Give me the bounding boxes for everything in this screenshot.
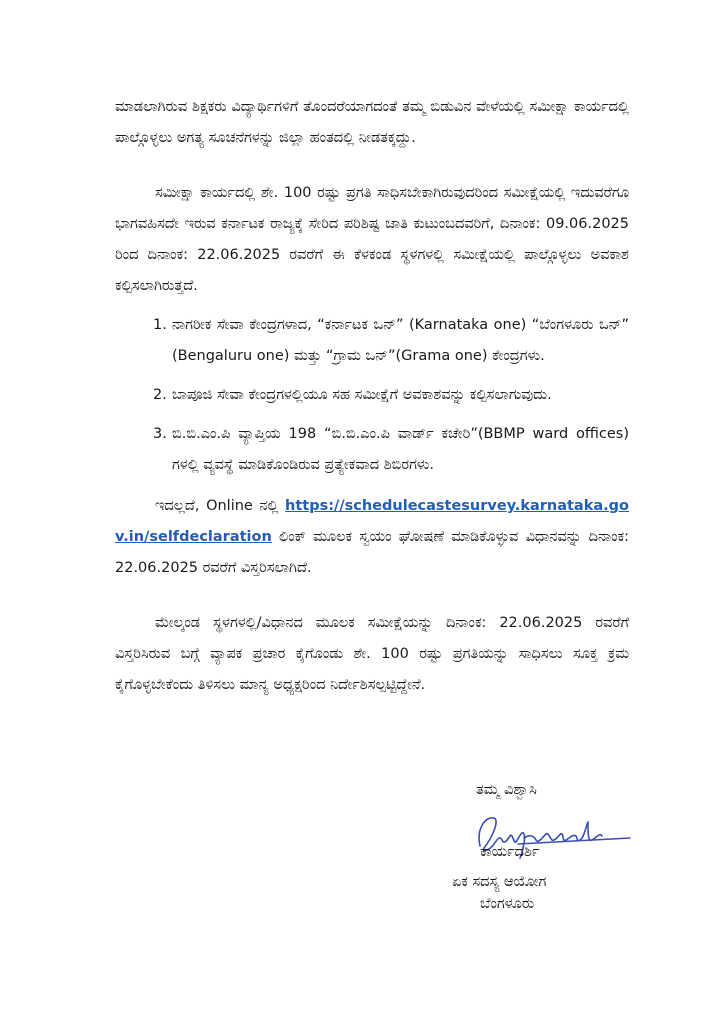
paragraph-online [115,491,629,584]
list-text: ನಾಗರೀಕ ಸೇವಾ ಕೇಂದ್ರಗಳಾದ, “ಕರ್ನಾಟಕ ಒನ್” (Karnataka one) “ಬೆಂಗಳೂರು ಒನ್” (Bengaluru one) ಮತ್ತು “ಗ್ರಾಮ ಒನ್”(Grama one) ಕೇಂದ್ರಗಳು. [172,317,629,364]
designation: ಕಾರ್ಯದರ್ಶಿ [480,844,540,860]
list-item [115,310,629,372]
locations-list [115,310,629,481]
list-item [115,380,629,411]
list-number: 3. [153,426,167,442]
paragraph-continuation: ಮಾಡಲಾಗಿರುವ ಶಿಕ್ಷಕರು ವಿದ್ಯಾರ್ಥಿಗಳಿಗೆ ತೊಂದರೆಯಾಗದಂತೆ ತಮ್ಮ ಬಿಡುವಿನ ವೇಳೆಯಲ್ಲಿ ಸಮೀಕ್ಷಾ ಕಾರ್ಯದಲ್ಲಿ ಪಾಲ್ಗೊಳ್ಳಲು ಅಗತ್ಯ ಸೂಚನೆಗಳನ್ನು ಜಿಲ್ಲಾ ಹಂತದಲ್ಲಿ ನೀಡತಕ್ಕದ್ದು. [115,99,629,146]
list-text: ಬಾಪೂಜಿ ಸೇವಾ ಕೇಂದ್ರಗಳಲ್ಲಿಯೂ ಸಹ ಸಮೀಕ್ಷೆಗೆ ಅವಕಾಶವನ್ನು ಕಲ್ಪಿಸಲಾಗುವುದು. [172,387,552,403]
list-text: ಬಿ.ಬಿ.ಎಂ.ಪಿ ವ್ಯಾಪ್ತಿಯ 198 “ಬಿ.ಬಿ.ಎಂ.ಪಿ ವಾರ್ಡ್ ಕಚೇರಿ”(BBMP ward offices) ಗಳಲ್ಲಿ ವ್ಯವಸ್ಥೆ ಮಾಡಿಕೊಂಡಿರುವ ಪ್ರತ್ಯೇಕವಾದ ಶಿಬಿರಗಳು. [172,426,629,473]
place-name: ಬೆಂಗಳೂರು [480,896,535,912]
list-number: 1. [153,317,167,333]
paragraph-survey-extension: ಸಮೀಕ್ಷಾ ಕಾರ್ಯದಲ್ಲಿ ಶೇ. 100 ರಷ್ಟು ಪ್ರಗತಿ ಸಾಧಿಸಬೇಕಾಗಿರುವುದರಿಂದ ಸಮೀಕ್ಷೆಯಲ್ಲಿ ಇದುವರೆಗೂ ಭಾಗವಹಿಸದೇ ಇರುವ ಕರ್ನಾಟಕ ರಾಜ್ಯಕ್ಕೆ ಸೇರಿದ ಪರಿಶಿಷ್ಟ ಜಾತಿ ಕುಟುಂಬದವರಿಗೆ, ದಿನಾಂಕ: 09.06.2025 ರಿಂದ ದಿನಾಂಕ: 22.06.2025 ರವರೆಗೆ ಈ ಕೆಳಕಂಡ ಸ್ಥಳಗಳಲ್ಲಿ ಸಮೀಕ್ಷೆಯಲ್ಲಿ ಪಾಲ್ಗೊಳ್ಳಲು ಅವಕಾಶ ಕಲ್ಪಿಸಲಾಗಿರುತ್ತದೆ. [115,185,629,294]
closing-salutation: ತಮ್ಮ ವಿಶ್ವಾಸಿ [476,782,537,798]
online-text-after: ಲಿಂಕ್ ಮೂಲಕ ಸ್ವಯಂ ಘೋಷಣೆ ಮಾಡಿಕೊಳ್ಳುವ ವಿಧಾನವನ್ನು ದಿನಾಂಕ: 22.06.2025 ರವರೆಗೆ ವಿಸ್ತರಿಸಲಾಗಿದೆ. [115,529,629,576]
list-number: 2. [153,387,167,403]
online-text-before: ಇದಲ್ಲದೆ, Online ನಲ್ಲಿ [155,498,286,514]
letter-body [115,92,629,725]
organization-name: ಏಕ ಸದಸ್ಯ ಆಯೋಗ [452,874,547,890]
paragraph-closing: ಮೇಲ್ಕಂಡ ಸ್ಥಳಗಳಲ್ಲಿ/ವಿಧಾನದ ಮೂಲಕ ಸಮೀಕ್ಷೆಯನ್ನು ದಿನಾಂಕ: 22.06.2025 ರವರೆಗೆ ವಿಸ್ತರಿಸಿರುವ ಬಗ್ಗೆ ವ್ಯಾಪಕ ಪ್ರಚಾರ ಕೈಗೊಂಡು ಶೇ. 100 ರಷ್ಟು ಪ್ರಗತಿಯನ್ನು ಸಾಧಿಸಲು ಸೂಕ್ತ ಕ್ರಮ ಕೈಗೊಳ್ಳಬೇಕೆಂದು ತಿಳಿಸಲು ಮಾನ್ಯ ಅಧ್ಯಕ್ಷರಿಂದ ನಿರ್ದೇಶಿಸಲ್ಪಟ್ಟಿದ್ದೇನೆ. [115,615,629,693]
self-declaration-link[interactable]: https://schedulecastesurvey.karnataka.gov.in/selfdeclaration [115,498,629,545]
list-item [115,419,629,481]
